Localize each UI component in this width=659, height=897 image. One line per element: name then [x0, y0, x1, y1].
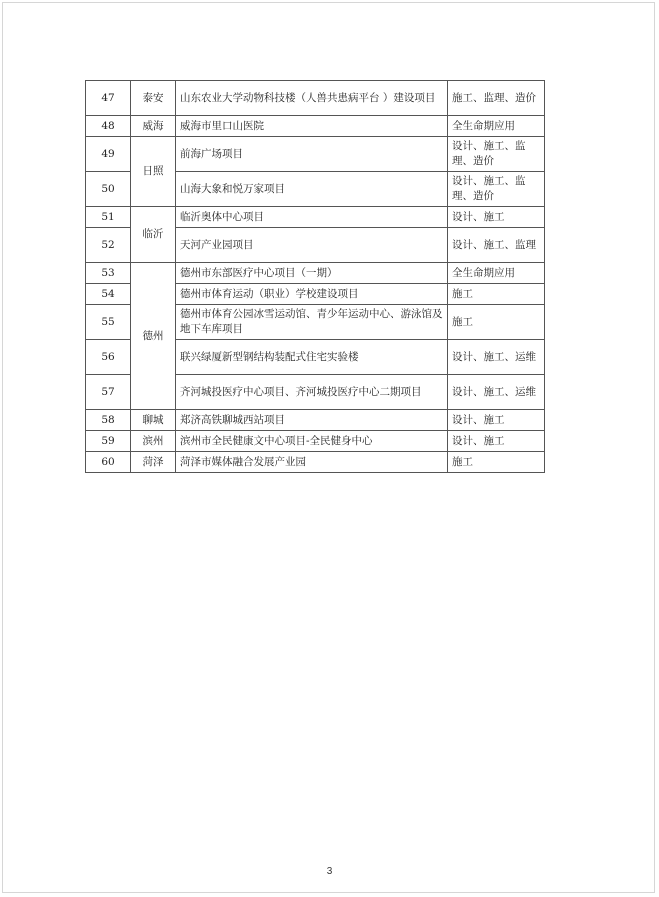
- row-number: 58: [86, 410, 131, 431]
- application-stage: 施工: [448, 284, 545, 305]
- city-cell: 菏泽: [131, 452, 176, 473]
- row-number: 51: [86, 207, 131, 228]
- application-stage: 全生命期应用: [448, 263, 545, 284]
- row-number: 55: [86, 305, 131, 340]
- row-number: 57: [86, 375, 131, 410]
- project-name: 德州市体育运动（职业）学校建设项目: [176, 284, 448, 305]
- city-cell: 泰安: [131, 81, 176, 116]
- application-stage: 设计、施工: [448, 410, 545, 431]
- project-name: 前海广场项目: [176, 137, 448, 172]
- application-stage: 设计、施工、监理: [448, 228, 545, 263]
- city-cell: 日照: [131, 137, 176, 207]
- project-name: 滨州市全民健康文中心项目-全民健身中心: [176, 431, 448, 452]
- application-stage: 施工: [448, 305, 545, 340]
- row-number: 49: [86, 137, 131, 172]
- row-number: 54: [86, 284, 131, 305]
- row-number: 48: [86, 116, 131, 137]
- row-number: 56: [86, 340, 131, 375]
- row-number: 47: [86, 81, 131, 116]
- project-name: 齐河城投医疗中心项目、齐河城投医疗中心二期项目: [176, 375, 448, 410]
- application-stage: 设计、施工、运维: [448, 375, 545, 410]
- table-row: [86, 452, 545, 473]
- row-number: 60: [86, 452, 131, 473]
- application-stage: 施工: [448, 452, 545, 473]
- application-stage: 设计、施工、监理、造价: [448, 172, 545, 207]
- row-number: 59: [86, 431, 131, 452]
- city-cell: 德州: [131, 263, 176, 410]
- project-name: 郑济高铁聊城西站项目: [176, 410, 448, 431]
- row-number: 52: [86, 228, 131, 263]
- application-stage: 设计、施工: [448, 207, 545, 228]
- table-row: [86, 81, 545, 116]
- city-cell: 滨州: [131, 431, 176, 452]
- row-number: 50: [86, 172, 131, 207]
- page-number: 3: [326, 866, 333, 877]
- project-name: 临沂奥体中心项目: [176, 207, 448, 228]
- application-stage: 施工、监理、造价: [448, 81, 545, 116]
- project-name: 联兴绿厦新型钢结构装配式住宅实验楼: [176, 340, 448, 375]
- project-name: 天河产业园项目: [176, 228, 448, 263]
- project-table: [85, 80, 545, 473]
- application-stage: 设计、施工、监理、造价: [448, 137, 545, 172]
- project-name: 菏泽市媒体融合发展产业园: [176, 452, 448, 473]
- project-name: 山东农业大学动物科技楼（人兽共患病平台 ）建设项目: [176, 81, 448, 116]
- row-number: 53: [86, 263, 131, 284]
- table-row: [86, 263, 545, 284]
- table-row: [86, 137, 545, 172]
- table-row: [86, 410, 545, 431]
- application-stage: 设计、施工、运维: [448, 340, 545, 375]
- city-cell: 聊城: [131, 410, 176, 431]
- city-cell: 威海: [131, 116, 176, 137]
- table-row: [86, 116, 545, 137]
- application-stage: 设计、施工: [448, 431, 545, 452]
- table-row: [86, 431, 545, 452]
- project-name: 山海大象和悦万家项目: [176, 172, 448, 207]
- city-cell: 临沂: [131, 207, 176, 263]
- project-name: 德州市东部医疗中心项目（一期）: [176, 263, 448, 284]
- project-name: 威海市里口山医院: [176, 116, 448, 137]
- project-name: 德州市体育公园冰雪运动馆、青少年运动中心、游泳馆及地下车库项目: [176, 305, 448, 340]
- application-stage: 全生命期应用: [448, 116, 545, 137]
- table-row: [86, 207, 545, 228]
